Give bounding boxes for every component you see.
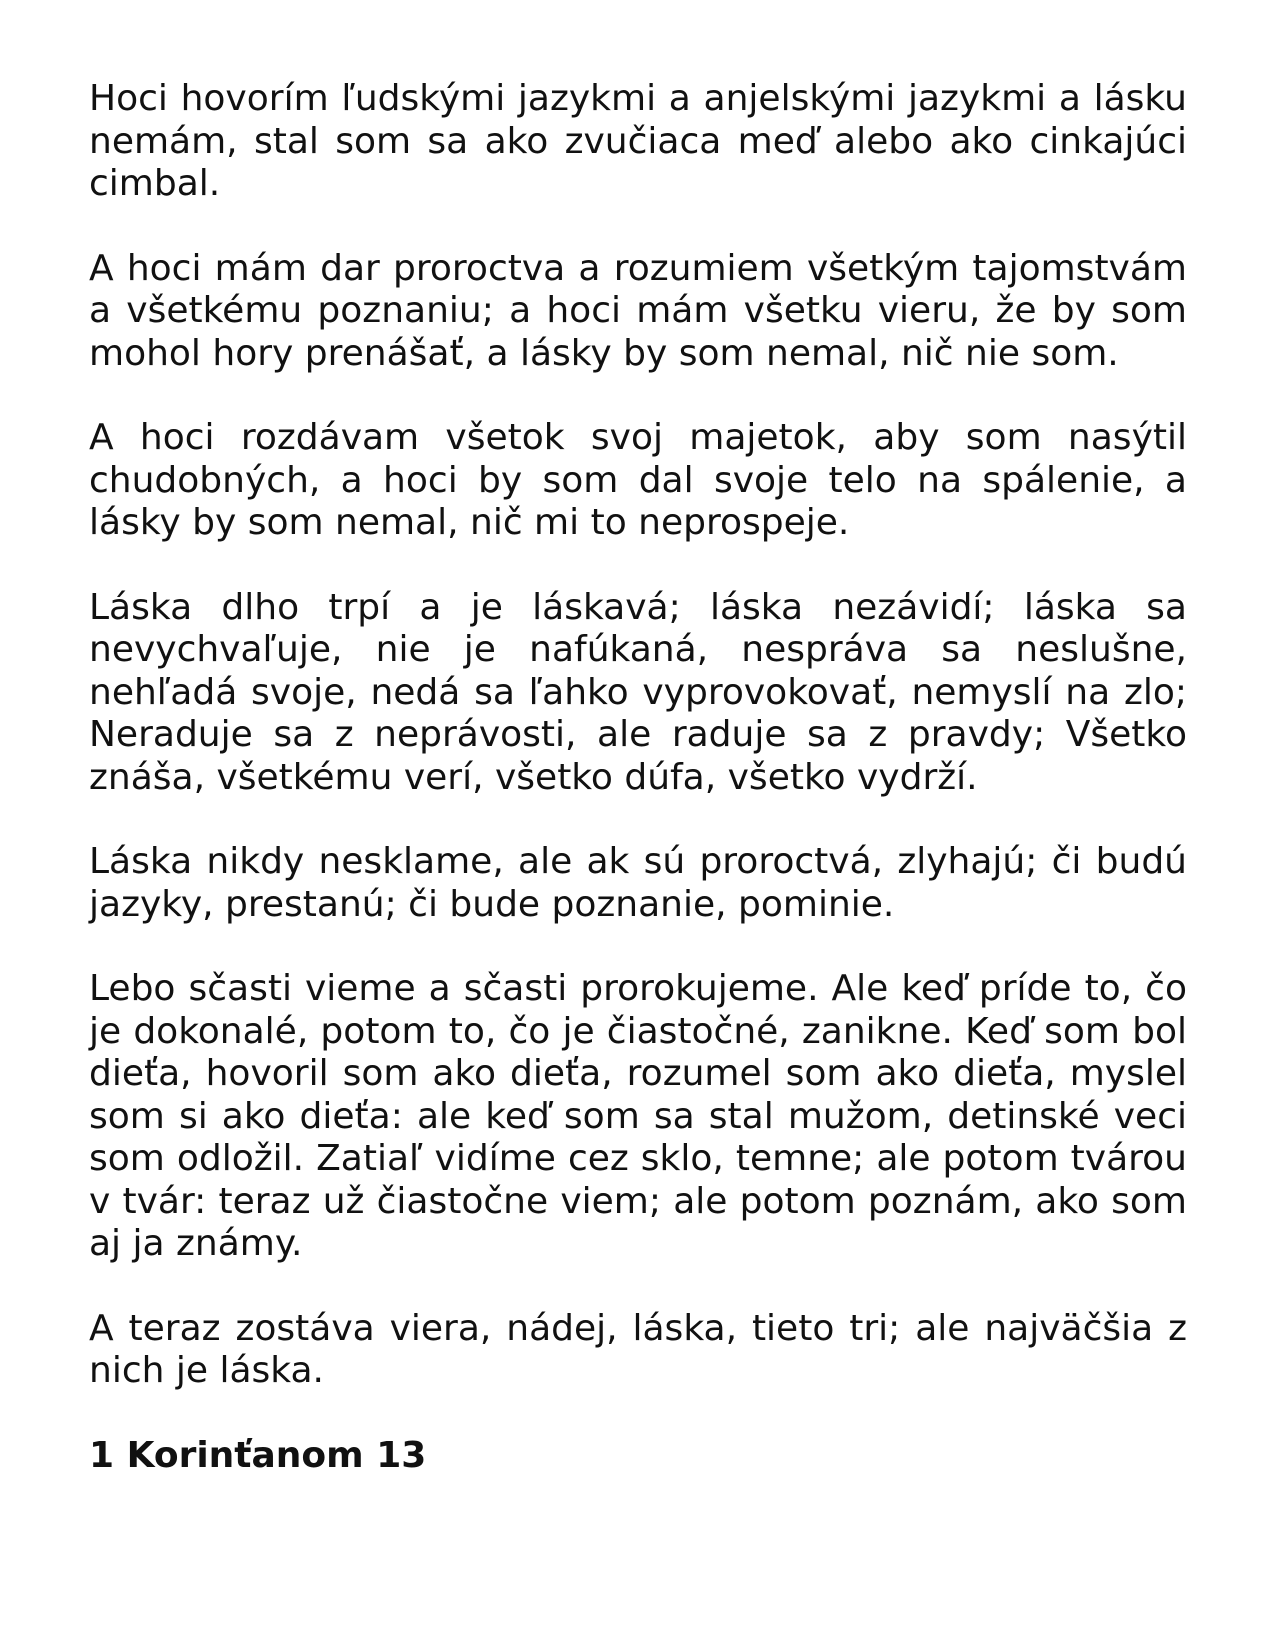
paragraph-2: A hoci mám dar proroctva a rozumiem všetkým tajomstvám a všetkému poznaniu; a hoci mám všetku vieru, že by som mohol hory prenášať, a lásky by som nemal, nič nie som. bbox=[89, 247, 1187, 374]
paragraph-5: Láska nikdy nesklame, ale ak sú proroctvá, zlyhajú; či budú jazyky, prestanú; či bude poznanie, pominie. bbox=[89, 841, 1187, 925]
paragraph-1: Hoci hovorím ľudskými jazykmi a anjelskými jazykmi a lásku nemám, stal som sa ako zvučiaca meď alebo ako cinkajúci cimbal. bbox=[89, 78, 1187, 204]
paragraph-4: Láska dlho trpí a je láskavá; láska nezávidí; láska sa nevychvaľuje, nie je nafúkaná, nespráva sa neslušne, nehľadá svoje, nedá sa ľahko vyprovokovať, nemyslí na zlo; Neraduje sa z neprávosti, ale raduje sa z pravdy; Všetko znáša, všetkému verí, všetko dúfa, všetko vydrží. bbox=[89, 586, 1187, 798]
paragraph-6: Lebo sčasti vieme a sčasti prorokujeme. Ale keď príde to, čo je dokonalé, potom to, čo je čiastočné, zanikne. Keď som bol dieťa, hovoril som ako dieťa, rozumel som ako dieťa, myslel som si ako dieťa: ale keď som sa stal mužom, detinské veci som odložil. Zatiaľ vidíme cez sklo, temne; ale potom tvárou v tvár: teraz už čiastočne viem; ale potom poznám, ako som aj ja známy. bbox=[89, 968, 1187, 1264]
paragraph-3: A hoci rozdávam všetok svoj majetok, aby som nasýtil chudobných, a hoci by som dal svoje telo na spálenie, a lásky by som nemal, nič mi to neprospeje. bbox=[89, 417, 1187, 543]
document-page bbox=[89, 78, 1187, 1477]
paragraph-7: A teraz zostáva viera, nádej, láska, tieto tri; ale najväčšia z nich je láska. bbox=[89, 1307, 1187, 1391]
scripture-reference: 1 Korinťanom 13 bbox=[89, 1434, 427, 1476]
